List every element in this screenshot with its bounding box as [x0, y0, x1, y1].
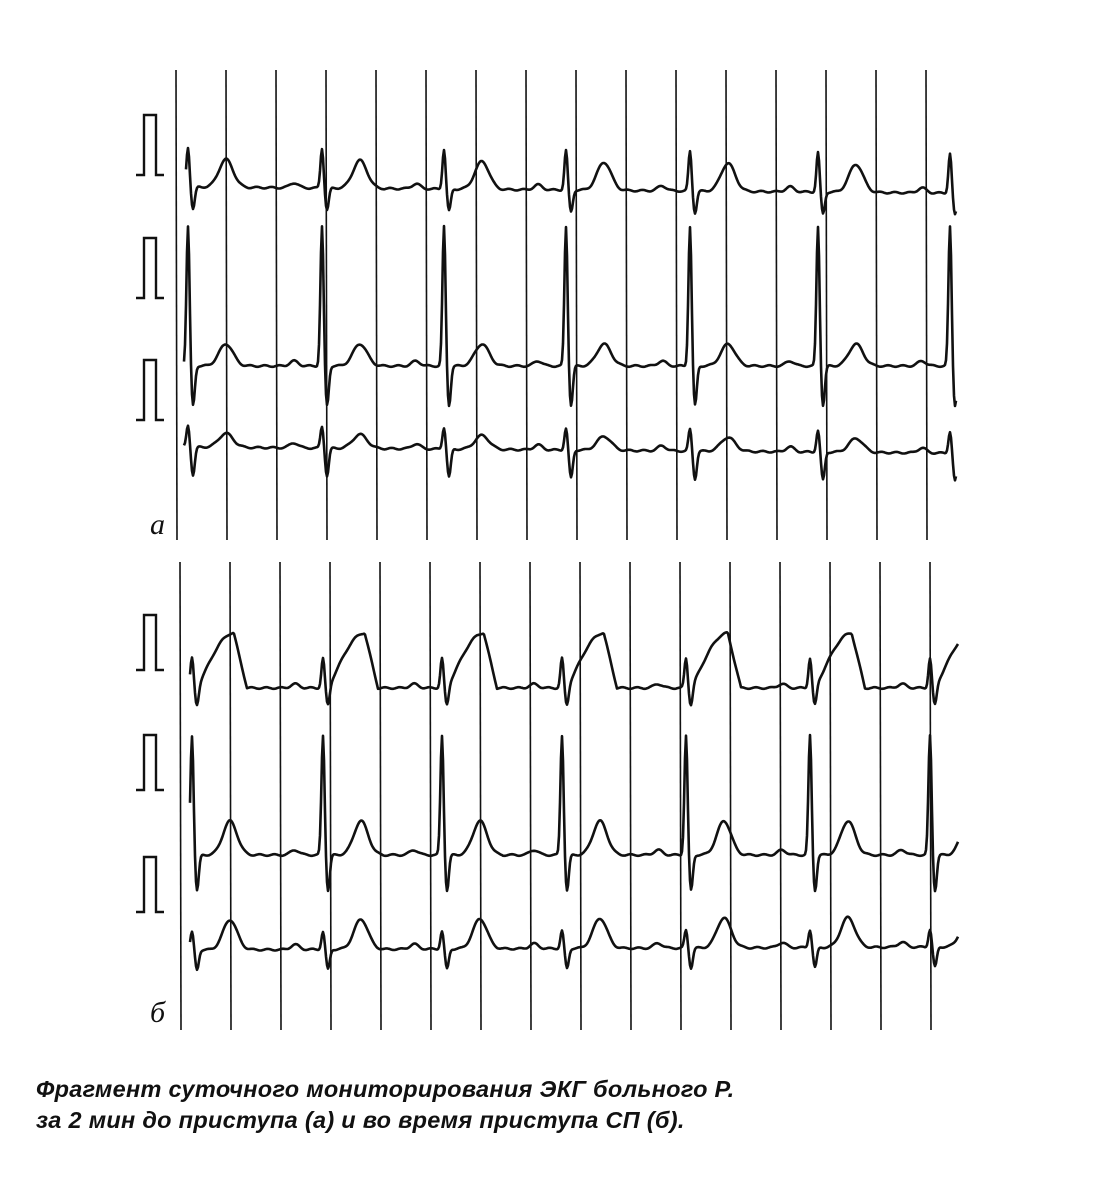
ecg-panel-b	[136, 562, 958, 1030]
ecg-trace-a2	[184, 226, 956, 406]
time-gridline-a-14	[876, 70, 877, 540]
time-gridline-b-2	[280, 562, 281, 1030]
time-gridline-b-13	[830, 562, 831, 1030]
time-gridline-a-6	[476, 70, 477, 540]
panel-label-a: а	[150, 508, 165, 541]
time-gridline-a-1	[226, 70, 227, 540]
time-gridline-b-5	[430, 562, 431, 1030]
ecg-trace-b2	[190, 735, 958, 891]
time-gridline-b-7	[530, 562, 531, 1030]
calibration-pulse-a2	[136, 238, 164, 298]
time-gridline-a-11	[726, 70, 727, 540]
time-gridline-a-7	[526, 70, 527, 540]
time-gridline-a-8	[576, 70, 577, 540]
time-gridline-b-14	[880, 562, 881, 1030]
time-gridline-b-6	[480, 562, 481, 1030]
time-gridline-b-0	[180, 562, 181, 1030]
time-gridline-a-12	[776, 70, 777, 540]
ecg-panel-a	[136, 70, 956, 540]
calibration-pulse-b2	[136, 735, 164, 790]
figure-caption	[36, 1074, 1066, 1136]
panel-label-b: б	[150, 996, 166, 1029]
time-gridline-a-4	[376, 70, 377, 540]
ecg-trace-a1	[186, 148, 956, 214]
time-gridline-a-5	[426, 70, 427, 540]
calibration-pulse-b3	[136, 857, 164, 912]
time-gridline-a-9	[626, 70, 627, 540]
time-gridline-a-13	[826, 70, 827, 540]
time-gridline-b-1	[230, 562, 231, 1030]
calibration-pulse-a1	[136, 115, 164, 175]
calibration-pulse-b1	[136, 615, 164, 670]
time-gridline-b-8	[580, 562, 581, 1030]
time-gridline-a-15	[926, 70, 927, 540]
time-gridline-a-0	[176, 70, 177, 540]
time-gridline-b-11	[730, 562, 731, 1030]
caption-line-2: за 2 мин до приступа (а) и во время приступа СП (б).	[36, 1107, 685, 1133]
time-gridline-b-10	[680, 562, 681, 1030]
ecg-trace-b3	[190, 917, 958, 970]
ecg-trace-b1	[190, 632, 958, 705]
ecg-trace-a3	[184, 426, 956, 481]
time-gridline-b-9	[630, 562, 631, 1030]
time-gridline-b-4	[380, 562, 381, 1030]
calibration-pulse-a3	[136, 360, 164, 420]
time-gridline-a-2	[276, 70, 277, 540]
caption-line-1: Фрагмент суточного мониторирования ЭКГ больного Р.	[36, 1076, 735, 1102]
time-gridline-b-12	[780, 562, 781, 1030]
time-gridline-a-10	[676, 70, 677, 540]
